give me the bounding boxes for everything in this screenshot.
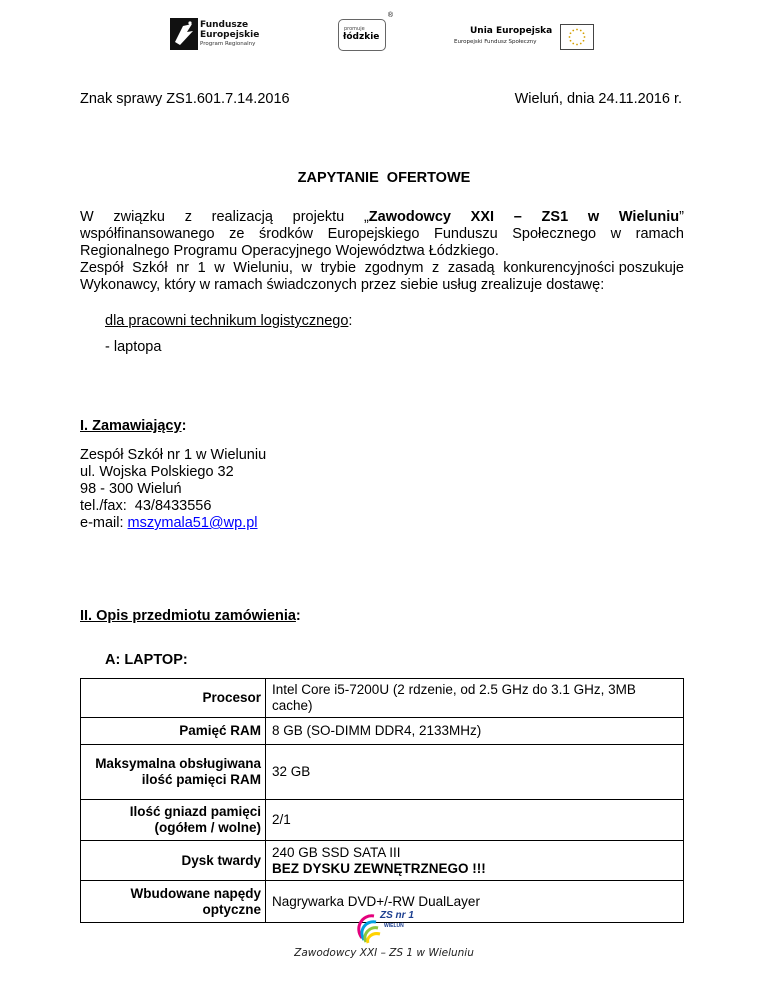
eu-flag-icon xyxy=(560,24,594,50)
spec-value: 32 GB xyxy=(266,745,684,800)
spec-key: Dysk twardy xyxy=(81,841,266,881)
zs1-logo-sub: WIELUŃ xyxy=(384,923,404,929)
registered-mark: ® xyxy=(387,12,393,19)
address-line-3: 98 - 300 Wieluń xyxy=(80,481,182,497)
spec-value: 2/1 xyxy=(266,800,684,841)
unia-europejska-logo xyxy=(454,24,594,50)
email-link[interactable]: mszymala51@wp.pl xyxy=(127,515,258,531)
table-row xyxy=(81,841,684,881)
item-laptop: - laptopa xyxy=(105,339,162,355)
fe-mark-icon xyxy=(170,18,198,50)
eu-star-icon xyxy=(584,36,586,38)
table-row xyxy=(81,800,684,841)
eu-star-icon xyxy=(580,43,582,45)
eu-star-icon xyxy=(569,36,571,38)
intro-paragraph-1 xyxy=(80,209,693,260)
address-line-2: ul. Wojska Polskiego 32 xyxy=(80,464,234,480)
item-heading xyxy=(105,313,352,330)
fe-line1: Fundusze xyxy=(200,20,249,30)
eu-star-icon xyxy=(570,32,572,34)
table-row xyxy=(81,679,684,718)
item-heading-text: dla pracowni technikum logistycznego xyxy=(105,313,349,329)
zs1-logo-text: ZS nr 1 xyxy=(380,910,414,921)
laptop-subheading: A: LAPTOP: xyxy=(105,652,188,668)
spec-key: Maksymalna obsługiwana ilość pamięci RAM xyxy=(81,745,266,800)
eu-star-icon xyxy=(583,40,585,42)
project-name: Zawodowcy XXI – ZS1 w Wieluniu xyxy=(368,209,680,225)
email-line xyxy=(80,515,266,532)
section-1-heading-text: I. Zamawiający xyxy=(80,418,182,434)
eu-star-icon xyxy=(576,44,578,46)
spec-key: Ilość gniazd pamięci (ogółem / wolne) xyxy=(81,800,266,841)
ue-sub: Europejski Fundusz Społeczny xyxy=(454,39,537,45)
disk-note: BEZ DYSKU ZEWNĘTRZNEGO !!! xyxy=(272,860,486,876)
address-line-1: Zespół Szkół nr 1 w Wieluniu xyxy=(80,447,267,463)
place-date: Wieluń, dnia 24.11.2016 r. xyxy=(514,91,682,107)
spec-value: Nagrywarka DVD+/-RW DualLayer xyxy=(266,881,684,923)
eu-star-icon xyxy=(572,43,574,45)
intro-paragraph-2: Zespół Szkół nr 1 w Wieluniu, w trybie zgodnym z zasadą konkurencyjności poszukuje Wykonawcy, który w ramach świadczonych przez siebie usług zrealizuje dostawę: xyxy=(80,260,689,293)
contractor-address xyxy=(80,447,266,532)
zs1-logo xyxy=(352,908,420,944)
section-2-heading xyxy=(80,608,301,625)
email-label: e-mail: xyxy=(80,515,128,531)
spec-key: Procesor xyxy=(81,679,266,718)
eu-star-icon xyxy=(576,29,578,31)
lodz-pre: promuje xyxy=(344,26,365,32)
footer-text: Zawodowcy XXI – ZS 1 w Wieluniu xyxy=(294,947,474,959)
intro-text-a: W związku z realizacją projektu „ xyxy=(80,209,369,225)
eu-star-icon xyxy=(572,30,574,32)
spec-table xyxy=(80,678,684,923)
section-1-heading xyxy=(80,418,186,435)
spec-key: Pamięć RAM xyxy=(81,718,266,745)
spec-value: 8 GB (SO-DIMM DDR4, 2133MHz) xyxy=(266,718,684,745)
table-row xyxy=(81,745,684,800)
spec-value xyxy=(266,841,684,881)
item-heading-colon: : xyxy=(348,313,353,329)
eu-star-icon xyxy=(580,30,582,32)
lodz-name: łódzkie xyxy=(343,32,380,42)
section-2-colon: : xyxy=(295,608,301,624)
section-2-heading-text: II. Opis przedmiotu zamówienia xyxy=(80,608,296,624)
disk-value: 240 GB SSD SATA III xyxy=(272,844,401,860)
section-1-colon: : xyxy=(181,418,187,434)
case-number: Znak sprawy ZS1.601.7.14.2016 xyxy=(80,91,290,107)
spec-value: Intel Core i5-7200U (2 rdzenie, od 2.5 GHz do 3.1 GHz, 3MB cache) xyxy=(266,679,684,718)
lodzkie-logo xyxy=(338,12,393,51)
page-title: ZAPYTANIE OFERTOWE xyxy=(297,170,471,186)
fundusze-europejskie-logo xyxy=(170,18,270,52)
spec-key: Wbudowane napędy optyczne xyxy=(81,881,266,923)
address-line-4: tel./fax: 43/8433556 xyxy=(80,498,212,514)
eu-star-icon xyxy=(583,32,585,34)
intro-text-b: ” współfinansowanego ze środków Europejskiego Funduszu Społecznego w ramach Regionalnego Programu Operacyjnego Województwa Łódzkiego. xyxy=(80,209,693,259)
eu-star-icon xyxy=(570,40,572,42)
table-row xyxy=(81,718,684,745)
ue-title: Unia Europejska xyxy=(470,26,553,36)
fe-line2: Europejskie xyxy=(200,30,260,40)
fe-line3: Program Regionalny xyxy=(200,41,256,47)
